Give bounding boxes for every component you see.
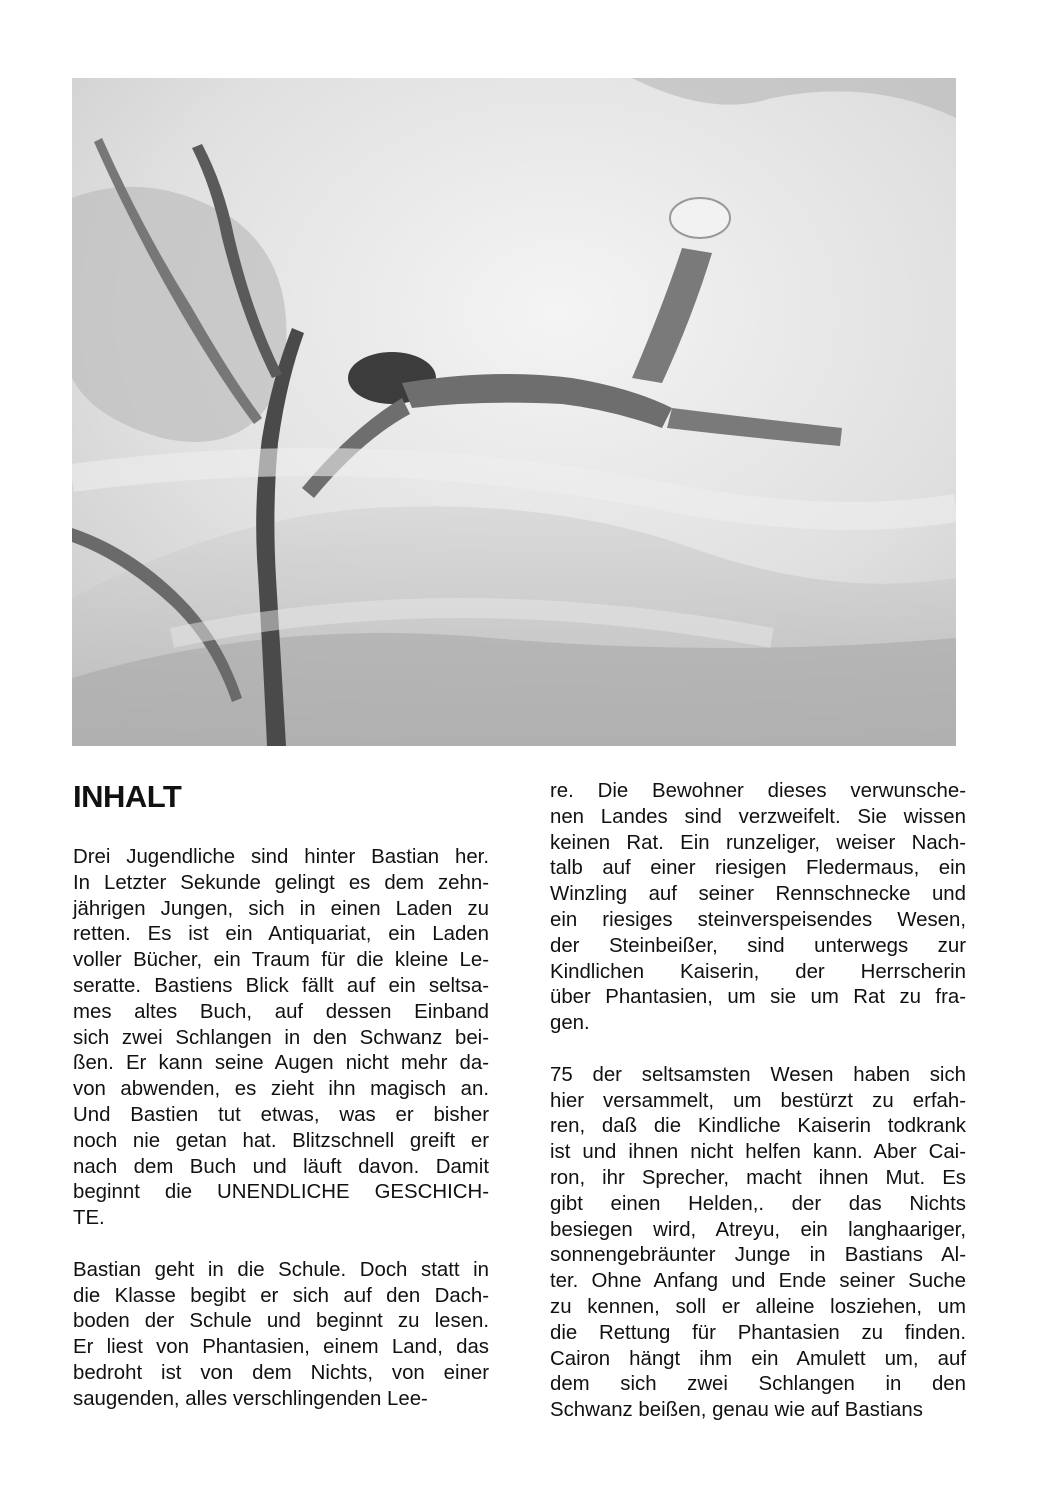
text-line: In Letzter Sekunde gelingt es dem zehn- <box>73 871 489 894</box>
photo-boy-leaping-from-tree <box>72 78 956 746</box>
text-line: hier versammelt, um bestürzt zu erfah- <box>550 1089 966 1112</box>
text-line: nach dem Buch und läuft davon. Damit <box>73 1155 489 1178</box>
text-line: ron, ihr Sprecher, macht ihnen Mut. Es <box>550 1166 966 1189</box>
text-line: keinen Rat. Ein runzeliger, weiser Nach- <box>550 831 966 854</box>
text-line: retten. Es ist ein Antiquariat, ein Laden <box>73 923 489 946</box>
text-line: nen Landes sind verzweifelt. Sie wissen <box>550 805 966 828</box>
text-line: zu kennen, soll er alleine losziehen, um <box>550 1295 966 1318</box>
text-line: Er liest von Phantasien, einem Land, das <box>73 1336 489 1359</box>
text-line: Kindlichen Kaiserin, der Herrscherin <box>550 960 966 983</box>
text-line: saugenden, alles verschlingenden Lee- <box>73 1387 428 1410</box>
section-heading: INHALT <box>73 779 182 814</box>
text-line: über Phantasien, um sie um Rat zu fra- <box>550 986 966 1009</box>
text-line: ist und ihnen nicht helfen kann. Aber Cai- <box>550 1141 966 1164</box>
paragraph <box>73 1258 489 1413</box>
text-line: ren, daß die Kindliche Kaiserin todkrank <box>550 1115 966 1138</box>
text-line: mes altes Buch, auf dessen Einband <box>73 1000 489 1023</box>
text-line: sonnengebräunter Junge in Bastians Al- <box>550 1244 966 1267</box>
text-line: TE. <box>73 1207 105 1230</box>
text-line: voller Bücher, ein Traum für die kleine Le- <box>73 949 489 972</box>
text-line: re. Die Bewohner dieses verwunsche- <box>550 780 966 802</box>
text-line: sich zwei Schlangen in den Schwanz bei- <box>73 1026 489 1049</box>
text-line: talb auf einer riesigen Fledermaus, ein <box>550 857 966 880</box>
text-line: Schwanz beißen, genau wie auf Bastians <box>550 1399 923 1422</box>
text-line: ein riesiges steinverspeisendes Wesen, <box>550 908 966 931</box>
text-line: von abwenden, es zieht ihn magisch an. <box>73 1078 489 1101</box>
text-line: Cairon hängt ihm ein Amulett um, auf <box>550 1347 966 1370</box>
text-line: gen. <box>550 1012 590 1035</box>
text-line: die Klasse begibt er sich auf den Dach- <box>73 1284 489 1307</box>
text-line: noch nie getan hat. Blitzschnell greift er <box>73 1129 489 1152</box>
text-line: besiegen wird, Atreyu, ein langhaariger, <box>550 1218 966 1241</box>
text-line: Drei Jugendliche sind hinter Bastian her. <box>73 846 489 868</box>
text-line: ßen. Er kann seine Augen nicht mehr da- <box>73 1052 489 1075</box>
paragraph <box>550 1063 966 1424</box>
paragraph <box>550 779 966 1037</box>
text-line: ter. Ohne Anfang und Ende seiner Suche <box>550 1270 966 1293</box>
left-text-column <box>73 845 489 1438</box>
text-line: boden der Schule und beginnt zu lesen. <box>73 1310 489 1333</box>
text-line: seratte. Bastiens Blick fällt auf ein seltsa- <box>73 974 489 997</box>
text-line: beginnt die UNENDLICHE GESCHICH- <box>73 1181 489 1204</box>
text-line: Und Bastien tut etwas, was er bisher <box>73 1103 489 1126</box>
text-line: gibt einen Helden,. der das Nichts <box>550 1192 966 1215</box>
text-line: Winzling auf seiner Rennschnecke und <box>550 883 966 906</box>
text-line: der Steinbeißer, sind unterwegs zur <box>550 934 966 957</box>
text-line: dem sich zwei Schlangen in den <box>550 1373 966 1396</box>
text-line: bedroht ist von dem Nichts, von einer <box>73 1361 489 1384</box>
text-line: Bastian geht in die Schule. Doch statt in <box>73 1258 489 1281</box>
paragraph <box>73 845 489 1232</box>
text-line: die Rettung für Phantasien zu finden. <box>550 1321 966 1344</box>
right-text-column <box>550 779 966 1450</box>
text-line: 75 der seltsamsten Wesen haben sich <box>550 1063 966 1086</box>
text-line: jährigen Jungen, sich in einen Laden zu <box>73 897 489 920</box>
photo-illustration <box>72 78 956 746</box>
